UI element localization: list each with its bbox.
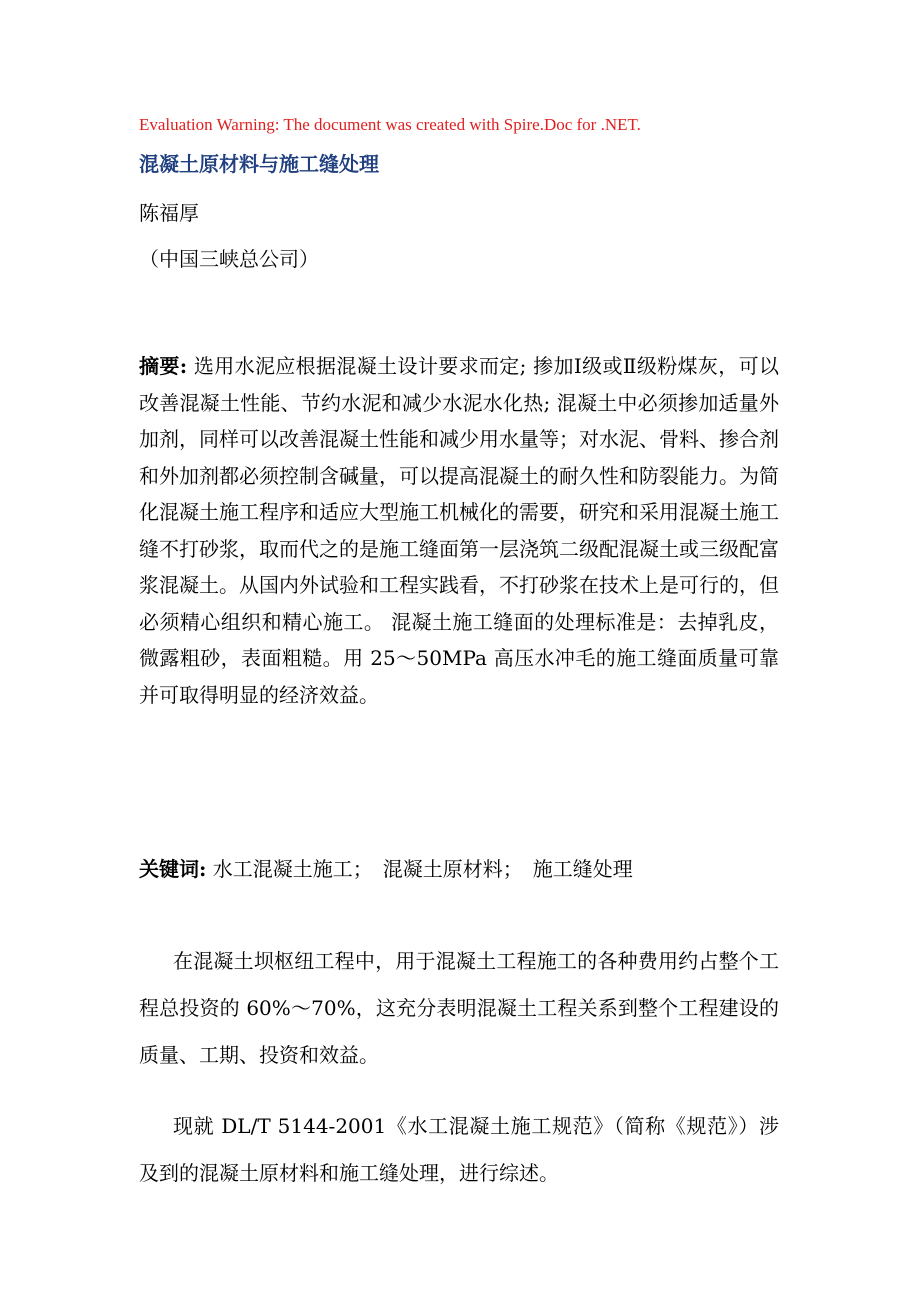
body-paragraph: 现就 DL/T 5144-2001《水工混凝土施工规范》（简称《规范》）涉及到的混凝土原材料和施工缝处理，进行综述。: [139, 1114, 779, 1185]
affiliation: （中国三峡总公司）: [139, 247, 319, 271]
abstract-text: 选用水泥应根据混凝土设计要求而定; 掺加Ⅰ级或Ⅱ级粉煤灰，可以改善混凝土性能、节约水泥和减少水泥水化热; 混凝土中必须掺加适量外加剂，同样可以改善混凝土性能和减少用水量等；对水泥、骨料、掺合剂和外加剂都必须控制含碱量，可以提高混凝土的耐久性和防裂能力。为简化混凝土施工程序和适应大型施工机械化的需要，研究和采用混凝土施工缝不打砂浆，取而代之的是施工缝面第一层浇筑二级配混凝土或三级配富浆混凝土。从国内外试验和工程实践看，不打砂浆在技术上是可行的，但必须精心组织和精心施工。 混凝土施工缝面的处理标准是：去掉乳皮，微露粗砂，表面粗糙。用 25～50MPa 高压水冲毛的施工缝面质量可靠并可取得明显的经济效益。: [139, 354, 779, 707]
body-paragraph: 在混凝土坝枢纽工程中，用于混凝土工程施工的各种费用约占整个工程总投资的 60%～70%，这充分表明混凝土工程关系到整个工程建设的质量、工期、投资和效益。: [139, 949, 779, 1067]
evaluation-warning: Evaluation Warning: The document was created with Spire.Doc for .NET.: [139, 115, 641, 134]
author: 陈福厚: [139, 201, 199, 225]
abstract-label: 摘要:: [139, 354, 188, 378]
keywords-text: 水工混凝土施工； 混凝土原材料； 施工缝处理: [206, 857, 633, 881]
keywords: [139, 855, 633, 883]
abstract: [139, 348, 779, 713]
keywords-label: 关键词:: [139, 857, 207, 881]
document-title: 混凝土原材料与施工缝处理: [139, 152, 379, 176]
